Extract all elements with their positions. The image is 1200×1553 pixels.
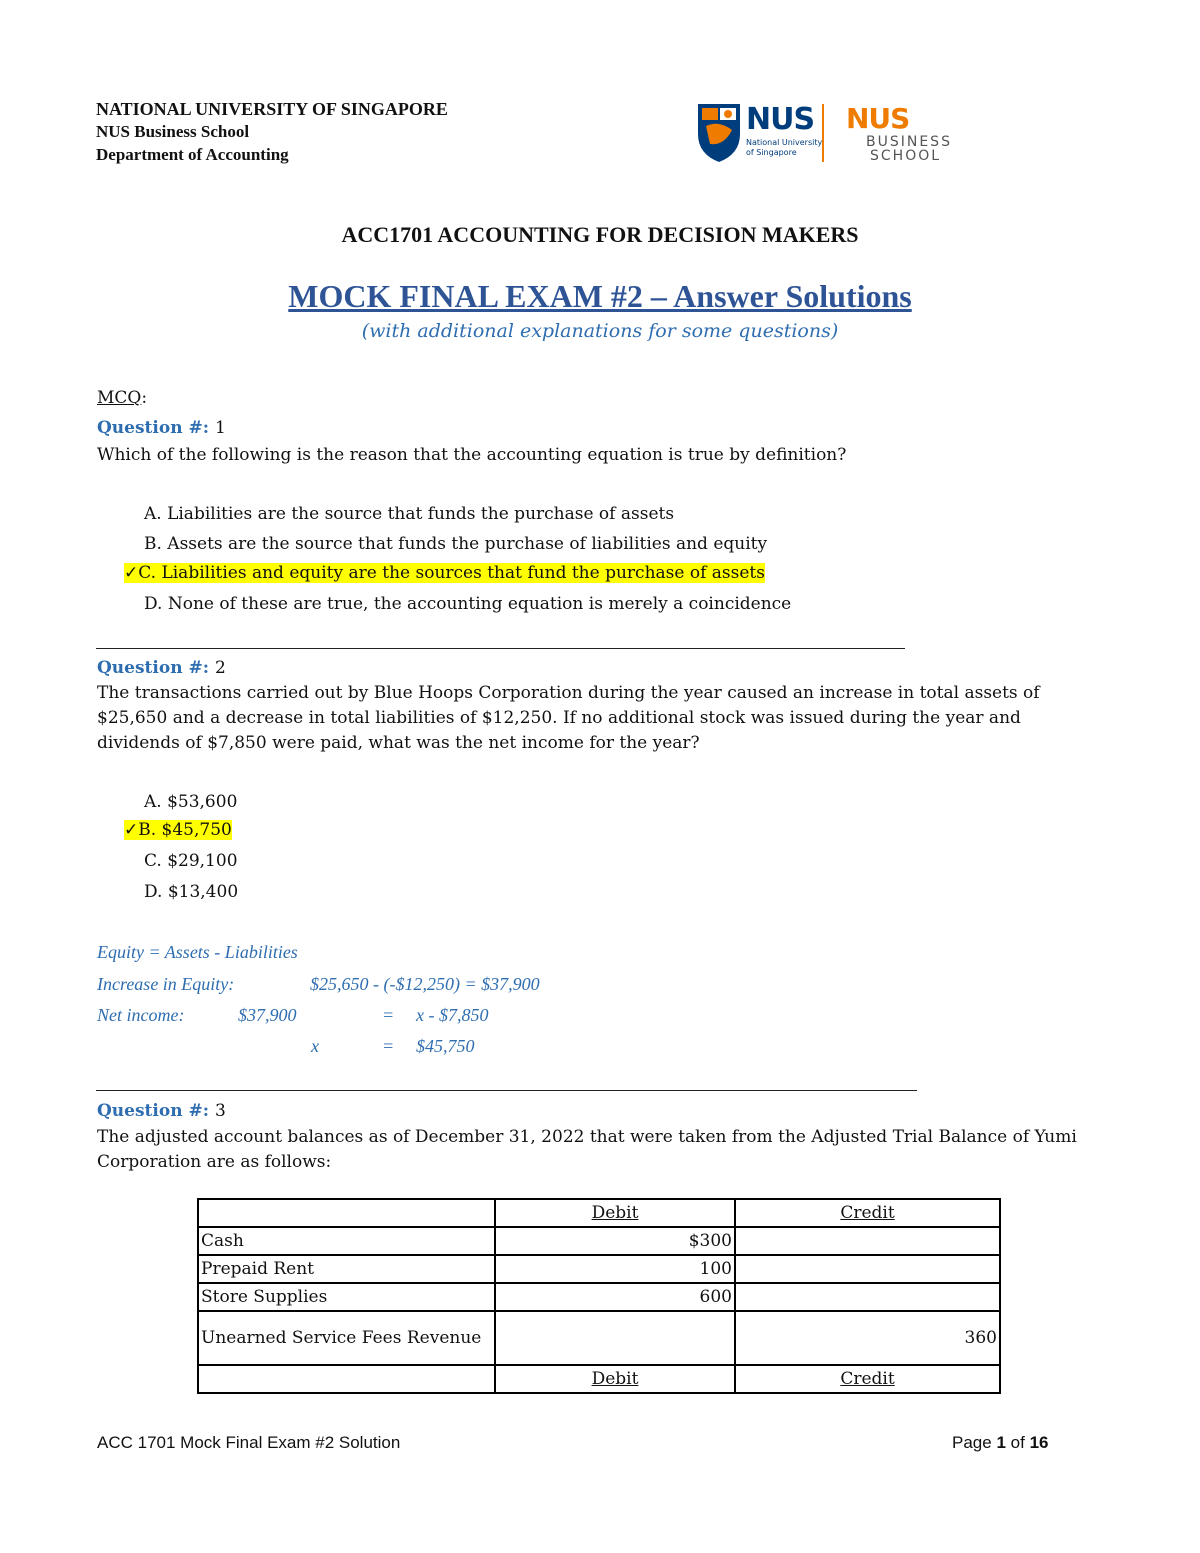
biz-sub2: SCHOOL: [870, 148, 942, 164]
university-name: NATIONAL UNIVERSITY OF SINGAPORE: [96, 99, 448, 119]
header-credit-text: Credit: [840, 1203, 895, 1223]
q1-option-b: B. Assets are the source that funds the purchase of liabilities and equity: [144, 534, 768, 554]
credit-cell: [735, 1227, 1000, 1255]
page-indicator: [952, 1433, 1048, 1453]
biz-wordmark: NUS: [846, 102, 910, 135]
nus-wordmark: NUS: [746, 102, 815, 137]
q2-working-line3-eq: =: [382, 1005, 395, 1025]
q2-number: 2: [214, 658, 226, 678]
q2-text: The transactions carried out by Blue Hoops Corporation during the year caused an increase in total assets of $25,650 and a decrease in total liabilities of $12,250. If no additional stock was issued during the year and dividends of $7,850 were paid, what was the net income for the year?: [97, 683, 1040, 753]
footer-credit-text: Credit: [840, 1369, 895, 1389]
q2-option-a: A. $53,600: [144, 792, 238, 812]
table-row: [198, 1227, 1000, 1255]
credit-cell: [735, 1255, 1000, 1283]
table-cell: [198, 1365, 495, 1393]
q2-label: [97, 658, 226, 678]
page-total: 16: [1029, 1433, 1049, 1452]
header-debit-text: Debit: [591, 1203, 639, 1223]
account-cell: Prepaid Rent: [198, 1255, 495, 1283]
q2-working-line2-value: $25,650 - (-$12,250) = $37,900: [310, 974, 540, 994]
table-row: [198, 1255, 1000, 1283]
credit-cell: [735, 1283, 1000, 1311]
q1-option-c: [124, 561, 765, 585]
q1-prefix: Question #:: [97, 418, 210, 438]
q2-working-line4-eq: =: [382, 1036, 395, 1056]
q2-working-line3-label: Net income:: [97, 1005, 185, 1025]
table-header-row: [198, 1199, 1000, 1227]
trial-balance-table: [197, 1198, 1001, 1394]
q3-number: 3: [214, 1101, 226, 1121]
account-cell: Cash: [198, 1227, 495, 1255]
divider-q2: [96, 1090, 917, 1091]
department-name: Department of Accounting: [96, 145, 289, 164]
nus-sub2: of Singapore: [746, 148, 797, 157]
q1-number: 1: [214, 418, 226, 438]
of-word: of: [1010, 1433, 1025, 1452]
table-row: [198, 1283, 1000, 1311]
q2-option-c: C. $29,100: [144, 851, 238, 871]
debit-cell: 600: [495, 1283, 735, 1311]
nus-sub1: National University: [746, 138, 823, 147]
debit-cell: [495, 1311, 735, 1365]
q2-working-line3-value: $37,900: [238, 1005, 297, 1025]
page-number: 1: [996, 1433, 1006, 1452]
table-footer-credit: [735, 1365, 1000, 1393]
school-name: NUS Business School: [96, 122, 250, 141]
credit-cell: 360: [735, 1311, 1000, 1365]
q2-option-d: D. $13,400: [144, 882, 239, 902]
footer-title: ACC 1701 Mock Final Exam #2 Solution: [97, 1433, 401, 1452]
footer-debit-text: Debit: [591, 1369, 639, 1389]
q2-prefix: Question #:: [97, 658, 210, 678]
account-cell: Store Supplies: [198, 1283, 495, 1311]
q3-text: The adjusted account balances as of December 31, 2022 that were taken from the Adjusted Trial Balance of Yumi Corporation are as follows:: [97, 1127, 1077, 1172]
account-cell: Unearned Service Fees Revenue: [198, 1311, 495, 1365]
q2-working-line4-rhs: $45,750: [416, 1036, 475, 1056]
q3-label: [97, 1101, 226, 1121]
q2-working-line1: Equity = Assets - Liabilities: [97, 942, 298, 962]
course-title: ACC1701 ACCOUNTING FOR DECISION MAKERS: [341, 222, 859, 247]
table-header-debit: [495, 1199, 735, 1227]
section-label-colon: :: [141, 388, 148, 408]
section-label-text: MCQ: [97, 388, 142, 408]
debit-cell: $300: [495, 1227, 735, 1255]
divider-q1: [96, 648, 905, 649]
q1-label: [97, 418, 226, 438]
q1-option-d: D. None of these are true, the accounting equation is merely a coincidence: [144, 594, 792, 614]
check-mark-icon: ✓: [124, 820, 139, 840]
table-footer-debit: [495, 1365, 735, 1393]
q1-option-a: A. Liabilities are the source that funds the purchase of assets: [144, 504, 675, 524]
q2-working-line4-var: x: [311, 1036, 319, 1056]
q2-working-line2-label: Increase in Equity:: [97, 974, 235, 994]
exam-subtitle: (with additional explanations for some questions): [361, 320, 839, 342]
q1-option-c-text: C. Liabilities and equity are the sources that fund the purchase of assets: [138, 563, 765, 583]
check-mark-icon: ✓: [124, 563, 139, 583]
q2-option-b-text: B. $45,750: [138, 820, 232, 840]
nus-logo: [696, 100, 958, 166]
q2-working-line3-rhs: x - $7,850: [416, 1005, 489, 1025]
q1-text: Which of the following is the reason that the accounting equation is true by definition?: [97, 445, 847, 465]
biz-sub1: BUSINESS: [866, 134, 952, 150]
table-header-credit: [735, 1199, 1000, 1227]
table-footer-row: [198, 1365, 1000, 1393]
page-word: Page: [952, 1433, 992, 1452]
section-label: [97, 388, 147, 408]
q3-prefix: Question #:: [97, 1101, 210, 1121]
table-cell: [198, 1199, 495, 1227]
q2-option-b: [124, 818, 232, 842]
table-row: [198, 1311, 1000, 1365]
exam-title: MOCK FINAL EXAM #2 – Answer Solutions: [288, 278, 912, 314]
debit-cell: 100: [495, 1255, 735, 1283]
